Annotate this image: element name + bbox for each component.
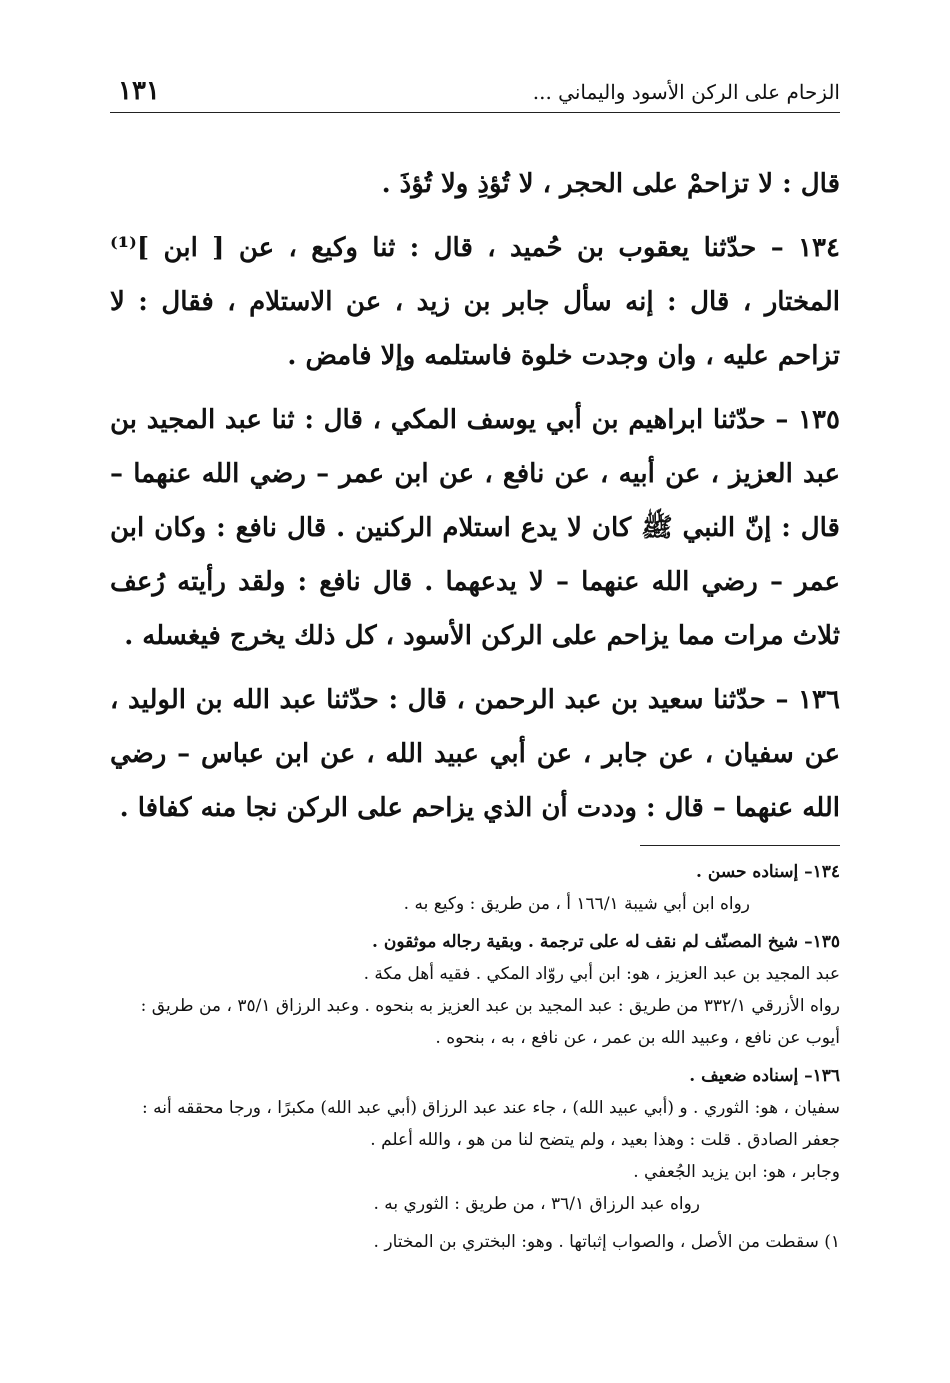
hadith-135: ١٣٥ – حدّثنا ابراهيم بن أبي يوسف المكي ، قال : ثنا عبد المجيد بن عبد العزيز ، عن أبيه ، عن نافع ، عن ابن عمر – رضي الله عنهما – قال : إنّ النبي ﷺ كان لا يدع استلام الركنين . قال نافع : وكان ابن عمر – رضي الله عنهما – لا يدعهما . قال نافع : ولقد رأيته رُعف ثلاث مرات مما يزاحم على الركن الأسود ، كل ذلك يخرج فيغسله . <box>110 405 840 651</box>
note-134 <box>110 856 840 920</box>
page-number: ١٣١ <box>118 76 160 106</box>
hadith-136: ١٣٦ – حدّثنا سعيد بن عبد الرحمن ، قال : حدّثنا عبد الله بن الوليد ، عن سفيان ، عن جابر ، عن أبي عبيد الله ، عن ابن عباس – رضي الله عنهما – قال : وددت أن الذي يزاحم على الركن نجا منه كفافا . <box>110 685 840 823</box>
paragraph-intro: قال : لا تزاحمْ على الحجر ، لا تُؤذِ ولا تُؤذَ . <box>381 169 840 199</box>
note-136-line-2: وجابر ، هو: ابن يزيد الجُعفي . <box>633 1162 840 1182</box>
footnote-1: ١) سقطت من الأصل ، والصواب إثباتها . وهو: البختري بن المختار . <box>373 1232 840 1252</box>
note-135-head: ١٣٥– شيخ المصنّف لم نقف له على ترجمة . وبقية رجاله موثقون . <box>372 932 840 952</box>
book-page <box>110 72 840 1264</box>
note-136 <box>110 1060 840 1220</box>
note-136-line-3: رواه عبد الرزاق ٣٦/١ ، من طريق : الثوري به . <box>373 1194 700 1214</box>
note-134-line: رواه ابن أبي شيبة ١٦٦/١ أ ، من طريق : وكيع به . <box>403 894 750 914</box>
footnote-rule <box>640 845 840 846</box>
hadith-134: ١٣٤ – حدّثنا يعقوب بن حُميد ، قال : ثنا وكيع ، عن [ ابن ]⁽¹⁾ المختار ، قال : إنه سأل جابر بن زيد ، عن الاستلام ، فقال : لا تزاحم عليه ، وان وجدت خلوة فاستلمه وإلا فامض . <box>110 233 840 371</box>
note-135 <box>110 926 840 1054</box>
note-134-head: ١٣٤– إسناده حسن . <box>696 862 840 882</box>
running-title: الزحام على الركن الأسود واليماني ... <box>532 80 840 104</box>
note-135-line-2: رواه الأزرقي ٣٣٢/١ من طريق : عبد المجيد بن عبد العزيز به بنحوه . وعبد الرزاق ٣٥/١ ، من طريق : أيوب عن نافع ، وعبيد الله بن عمر ، عن نافع ، به ، بنحوه . <box>140 996 840 1048</box>
main-text <box>110 157 840 835</box>
note-135-line-1: عبد المجيد بن عبد العزيز ، هو: ابن أبي روّاد المكي . فقيه أهل مكة . <box>363 964 840 984</box>
note-136-line-1: سفيان ، هو: الثوري . و (أبي عبيد الله) ، جاء عند عبد الرزاق (أبي عبد الله) مكبرًا ، ورجا محققه أنه : جعفر الصادق . قلت : وهذا بعيد ، ولم يتضح لنا من هو ، والله أعلم . <box>142 1098 840 1150</box>
page-header <box>110 72 840 113</box>
footnotes <box>110 856 840 1258</box>
note-136-head: ١٣٦– إسناده ضعيف . <box>689 1066 840 1086</box>
